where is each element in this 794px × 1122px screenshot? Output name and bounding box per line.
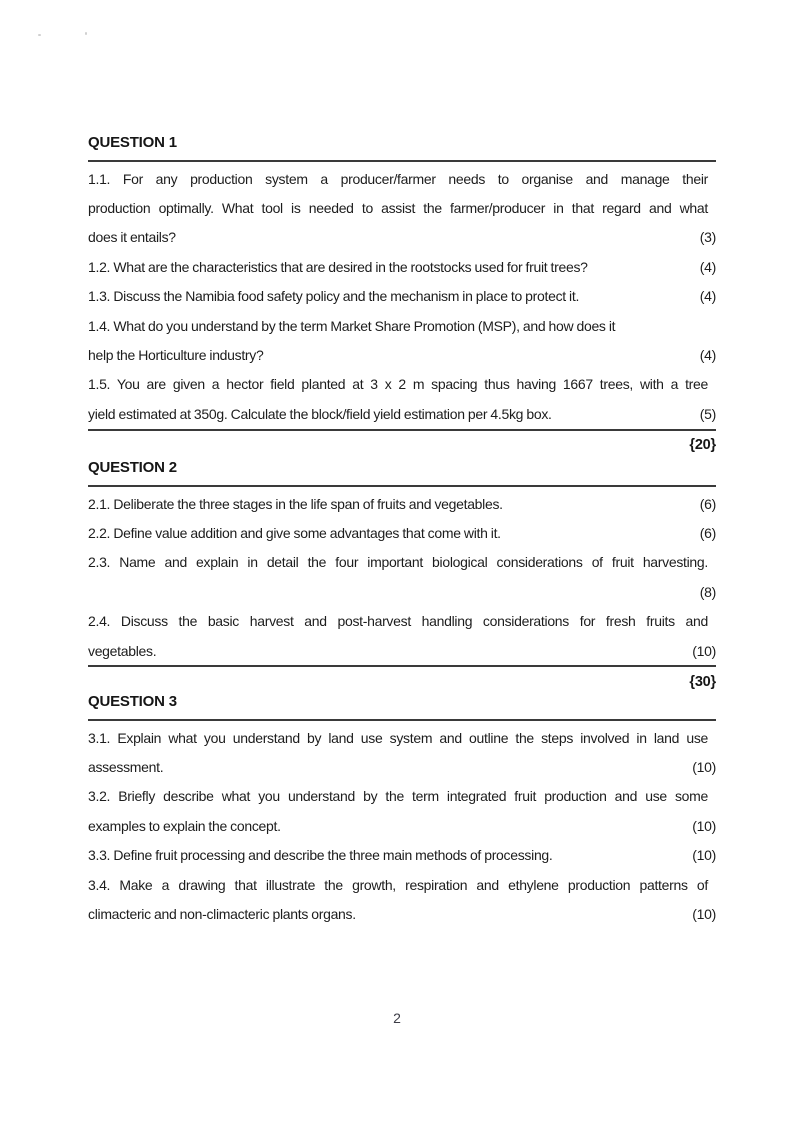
line-text: 1.2. What are the characteristics that are desired in the rootstocks used for fruit trees? <box>88 258 588 275</box>
question-line <box>88 370 716 399</box>
mark-allocation: (4) <box>699 347 716 364</box>
mark-allocation: (6) <box>699 525 716 542</box>
question-line <box>88 223 716 252</box>
mark-allocation: (5) <box>699 405 716 422</box>
mark-allocation: (4) <box>699 258 716 275</box>
question-line <box>88 636 716 665</box>
line-text: assessment. <box>88 759 164 776</box>
question-line <box>88 607 716 636</box>
question-line <box>88 252 716 281</box>
question-line <box>88 311 716 340</box>
line-text: vegetables. <box>88 642 157 659</box>
line-text: 3.4. Make a drawing that illustrate the growth, respiration and ethylene production patterns of <box>88 876 708 893</box>
question-2-section <box>88 458 716 697</box>
question-3-heading: QUESTION 3 <box>88 693 177 710</box>
mark-allocation: (3) <box>699 229 716 246</box>
line-text: 2.2. Define value addition and give some advantages that come with it. <box>88 525 501 542</box>
question-1-section <box>88 133 716 460</box>
line-text: does it entails? <box>88 229 176 246</box>
question-line <box>88 782 716 811</box>
line-text: help the Horticulture industry? <box>88 347 264 364</box>
line-text: 2.1. Deliberate the three stages in the life span of fruits and vegetables. <box>88 495 503 512</box>
question-line <box>88 518 716 547</box>
mark-allocation: (6) <box>699 495 716 512</box>
question-3-section <box>88 692 716 929</box>
question-1-heading: QUESTION 1 <box>88 134 177 151</box>
question-line <box>88 841 716 870</box>
question-line <box>88 193 716 222</box>
line-text: yield estimated at 350g. Calculate the block/field yield estimation per 4.5kg box. <box>88 405 552 422</box>
question-line <box>88 399 716 428</box>
page-number: 2 <box>393 1010 401 1026</box>
question-line <box>88 282 716 311</box>
question-line <box>88 752 716 781</box>
mark-allocation: (8) <box>699 583 716 600</box>
mark-allocation: (10) <box>692 847 716 864</box>
question-line <box>88 548 716 577</box>
total-marks: {30} <box>689 674 716 691</box>
mark-allocation: (10) <box>692 642 716 659</box>
question-line <box>88 899 716 928</box>
question-line <box>88 340 716 369</box>
question-3-body <box>88 721 716 929</box>
question-2-heading: QUESTION 2 <box>88 459 177 476</box>
mark-allocation: (10) <box>692 759 716 776</box>
mark-allocation: (10) <box>692 906 716 923</box>
line-text: 2.3. Name and explain in detail the four important biological considerations of fruit harvesting. <box>88 554 708 571</box>
line-text: 1.1. For any production system a producer/farmer needs to organise and manage their <box>88 170 708 187</box>
scan-artifact <box>85 32 87 35</box>
line-text: 1.5. You are given a hector field planted at 3 x 2 m spacing thus having 1667 trees, with a tree <box>88 376 708 393</box>
line-text: 3.1. Explain what you understand by land use system and outline the steps involved in land use <box>88 729 708 746</box>
scan-artifact <box>38 34 41 36</box>
question-line <box>88 489 716 518</box>
question-2-body <box>88 487 716 665</box>
total-marks: {20} <box>689 437 716 454</box>
question-line <box>88 577 716 606</box>
line-text: 3.3. Define fruit processing and describe the three main methods of processing. <box>88 847 553 864</box>
question-line <box>88 723 716 752</box>
question-1-total <box>88 431 716 460</box>
question-line <box>88 811 716 840</box>
line-text: climacteric and non-climacteric plants organs. <box>88 906 356 923</box>
mark-allocation: (4) <box>699 288 716 305</box>
line-text: 1.4. What do you understand by the term Market Share Promotion (MSP), and how does it <box>88 317 616 334</box>
line-text: production optimally. What tool is needed to assist the farmer/producer in that regard and what <box>88 200 708 217</box>
line-text: examples to explain the concept. <box>88 817 281 834</box>
mark-allocation: (10) <box>692 817 716 834</box>
question-1-body <box>88 162 716 429</box>
question-line <box>88 870 716 899</box>
question-line <box>88 164 716 193</box>
line-text: 3.2. Briefly describe what you understand by the term integrated fruit production and use some <box>88 788 708 805</box>
line-text: 2.4. Discuss the basic harvest and post-harvest handling considerations for fresh fruits and <box>88 613 708 630</box>
line-text: 1.3. Discuss the Namibia food safety policy and the mechanism in place to protect it. <box>88 288 580 305</box>
